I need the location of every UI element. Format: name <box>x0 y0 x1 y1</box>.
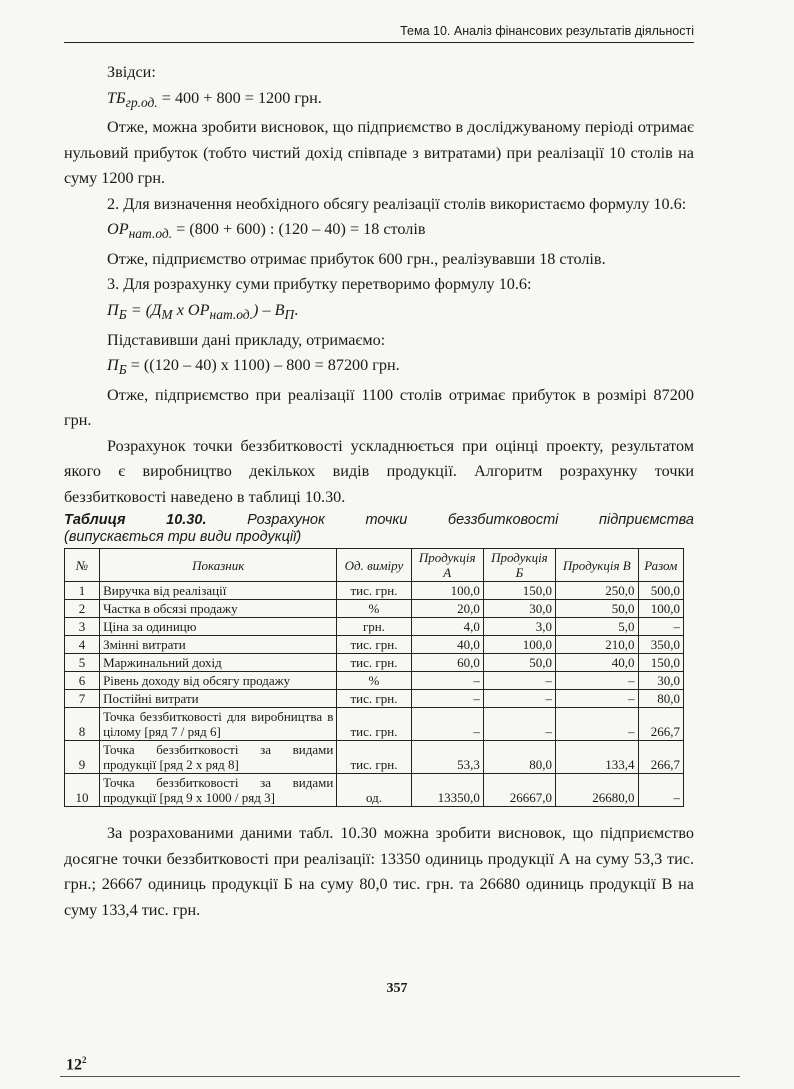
table-cell: – <box>638 774 683 807</box>
table-cell: Точка беззбитковості для виробництва в цілому [ряд 7 / ряд 6] <box>100 708 337 741</box>
table-cell: 80,0 <box>483 741 555 774</box>
table-cell: 100,0 <box>411 582 483 600</box>
table-cell: – <box>411 690 483 708</box>
table-cell: 1 <box>65 582 100 600</box>
table-header-row <box>65 549 684 582</box>
table-cell: Ціна за одиницю <box>100 618 337 636</box>
table-cell: од. <box>337 774 411 807</box>
paragraph-step-3: 3. Для розрахунку суми прибутку перетворимо формулу 10.6: <box>107 275 532 294</box>
table-cell: 500,0 <box>638 582 683 600</box>
table-cell: – <box>483 672 555 690</box>
paragraph-final-conclusion: За розрахованими даними табл. 10.30 можна зробити висновок, що підприємство досягне точки беззбитковості при реалізації: 13350 одиниць продукції А на суму 53,3 тис. грн.; 26667 одиниць продукції Б на суму 80,0 тис. грн. та 26680 одиниць продукції В на суму 133,4 тис. грн. <box>64 824 694 919</box>
bottom-rule <box>60 1076 740 1077</box>
table-row <box>65 672 684 690</box>
table-row <box>65 690 684 708</box>
table-cell: 4 <box>65 636 100 654</box>
paragraph-step-2: 2. Для визначення необхідного обсягу реалізації столів використаємо формулу 10.6: <box>107 194 687 213</box>
table-cell: 4,0 <box>411 618 483 636</box>
table-cell: Рівень доходу від обсягу продажу <box>100 672 337 690</box>
table-header-cell: № <box>65 549 100 582</box>
table-cell: Виручка від реалізації <box>100 582 337 600</box>
table-cell: 9 <box>65 741 100 774</box>
table-cell: 8 <box>65 708 100 741</box>
table-row <box>65 618 684 636</box>
table-cell: 7 <box>65 690 100 708</box>
paragraph-conclusion-3: Отже, підприємство при реалізації 1100 столів отримає прибуток в розмірі 87200 грн. <box>64 385 694 430</box>
table-cell: Точка беззбитковості за видами продукції [ряд 2 х ряд 8] <box>100 741 337 774</box>
table-cell: 20,0 <box>411 600 483 618</box>
table-cell: 40,0 <box>556 654 639 672</box>
table-cell: – <box>411 708 483 741</box>
paragraph-conclusion-1: Отже, можна зробити висновок, що підприємство в досліджуваному періоді отримає нульовий прибуток (тобто чистий дохід співпаде з витратами) при реалізації 10 столів на суму 1200 грн. <box>64 118 694 188</box>
table-row <box>65 654 684 672</box>
formula-pb-calc: $П_Б = ((120 - 40)$ х 1100) – 800 = 87200 грн. <box>107 356 400 378</box>
table-cell: % <box>337 600 411 618</box>
table-caption-label: Таблиця 10.30. <box>64 512 207 529</box>
table-header-cell: Показник <box>100 549 337 582</box>
table-cell: грн. <box>337 618 411 636</box>
table-cell: 40,0 <box>411 636 483 654</box>
table-caption-text: Розрахунок точки беззбитковості підприємства <box>247 512 694 529</box>
running-header <box>64 20 694 43</box>
table-cell: 53,3 <box>411 741 483 774</box>
table-cell: 80,0 <box>638 690 683 708</box>
table-cell: % <box>337 672 411 690</box>
table-cell: Частка в обсязі продажу <box>100 600 337 618</box>
table-row <box>65 582 684 600</box>
table-cell: 5 <box>65 654 100 672</box>
signature-mark: $12^2$ <box>66 1055 87 1074</box>
table-cell: 6 <box>65 672 100 690</box>
table-cell: 30,0 <box>638 672 683 690</box>
table-header-cell: Продукція В <box>556 549 639 582</box>
paragraph-multiproduct: Розрахунок точки беззбитковості ускладнюється при оцінці проекту, результатом якого є виробництво декількох видів продукції. Алгоритм розрахунку точки беззбитковості наведено в таблиці 10.30. <box>64 436 694 506</box>
table-cell: 210,0 <box>556 636 639 654</box>
table-caption-line2: (випускається три види продукції) <box>64 529 302 546</box>
table-cell: – <box>556 690 639 708</box>
table-cell: тис. грн. <box>337 690 411 708</box>
table-cell: 3,0 <box>483 618 555 636</box>
table-cell: – <box>556 708 639 741</box>
paragraph-zvidsy: Звідси: <box>107 63 156 81</box>
table-cell: 50,0 <box>483 654 555 672</box>
table-row <box>65 708 684 741</box>
table-cell: 100,0 <box>483 636 555 654</box>
table-cell: 3 <box>65 618 100 636</box>
table-cell: Точка беззбитковості за видами продукції [ряд 9 х 1000 / ряд 3] <box>100 774 337 807</box>
table-row <box>65 600 684 618</box>
table-cell: тис. грн. <box>337 741 411 774</box>
table-caption <box>64 512 694 529</box>
table-header-cell: Продукція А <box>411 549 483 582</box>
table-cell: 266,7 <box>638 741 683 774</box>
table-cell: 266,7 <box>638 708 683 741</box>
formula-tb: $ТБ_{гр.од.} = 400 + 800 = 1200$ грн. <box>107 88 322 110</box>
table-header-cell: Од. виміру <box>337 549 411 582</box>
table-cell: 60,0 <box>411 654 483 672</box>
table-cell: тис. грн. <box>337 582 411 600</box>
table-cell: Маржинальний дохід <box>100 654 337 672</box>
running-header-title: Тема 10. Аналіз фінансових результатів діяльності <box>400 24 694 38</box>
table-cell: – <box>483 708 555 741</box>
table-cell: 26667,0 <box>483 774 555 807</box>
table-header-cell: Продукція Б <box>483 549 555 582</box>
table-row <box>65 741 684 774</box>
table-cell: тис. грн. <box>337 708 411 741</box>
table-header-cell: Разом <box>638 549 683 582</box>
table-cell: 10 <box>65 774 100 807</box>
page-content <box>64 60 694 923</box>
table-cell: 250,0 <box>556 582 639 600</box>
breakeven-table <box>64 548 684 807</box>
table-cell: 50,0 <box>556 600 639 618</box>
table-cell: 2 <box>65 600 100 618</box>
page-number: 357 <box>386 981 408 996</box>
paragraph-conclusion-2: Отже, підприємство отримає прибуток 600 грн., реалізувавши 18 столів. <box>107 249 606 268</box>
table-cell: 350,0 <box>638 636 683 654</box>
table-cell: 150,0 <box>483 582 555 600</box>
table-cell: 30,0 <box>483 600 555 618</box>
table-cell: – <box>638 618 683 636</box>
table-cell: – <box>556 672 639 690</box>
paragraph-substitute: Підставивши дані прикладу, отримаємо: <box>107 330 386 349</box>
table-row <box>65 774 684 807</box>
table-body <box>65 582 684 807</box>
table-cell: 5,0 <box>556 618 639 636</box>
table-cell: 100,0 <box>638 600 683 618</box>
table-cell: тис. грн. <box>337 636 411 654</box>
table-cell: – <box>411 672 483 690</box>
table-cell: Змінні витрати <box>100 636 337 654</box>
formula-or: $ОР_{нат.од.} = (800 + 600)$ : (120 – 40) = 18 столів <box>107 220 426 242</box>
table-cell: – <box>483 690 555 708</box>
formula-pb: $П_Б = (Д_М$ х $ОР_{нат.од.}) - В_П$. <box>107 300 299 323</box>
table-cell: тис. грн. <box>337 654 411 672</box>
table-cell: Постійні витрати <box>100 690 337 708</box>
table-cell: 133,4 <box>556 741 639 774</box>
table-cell: 150,0 <box>638 654 683 672</box>
table-cell: 26680,0 <box>556 774 639 807</box>
table-row <box>65 636 684 654</box>
table-cell: 13350,0 <box>411 774 483 807</box>
